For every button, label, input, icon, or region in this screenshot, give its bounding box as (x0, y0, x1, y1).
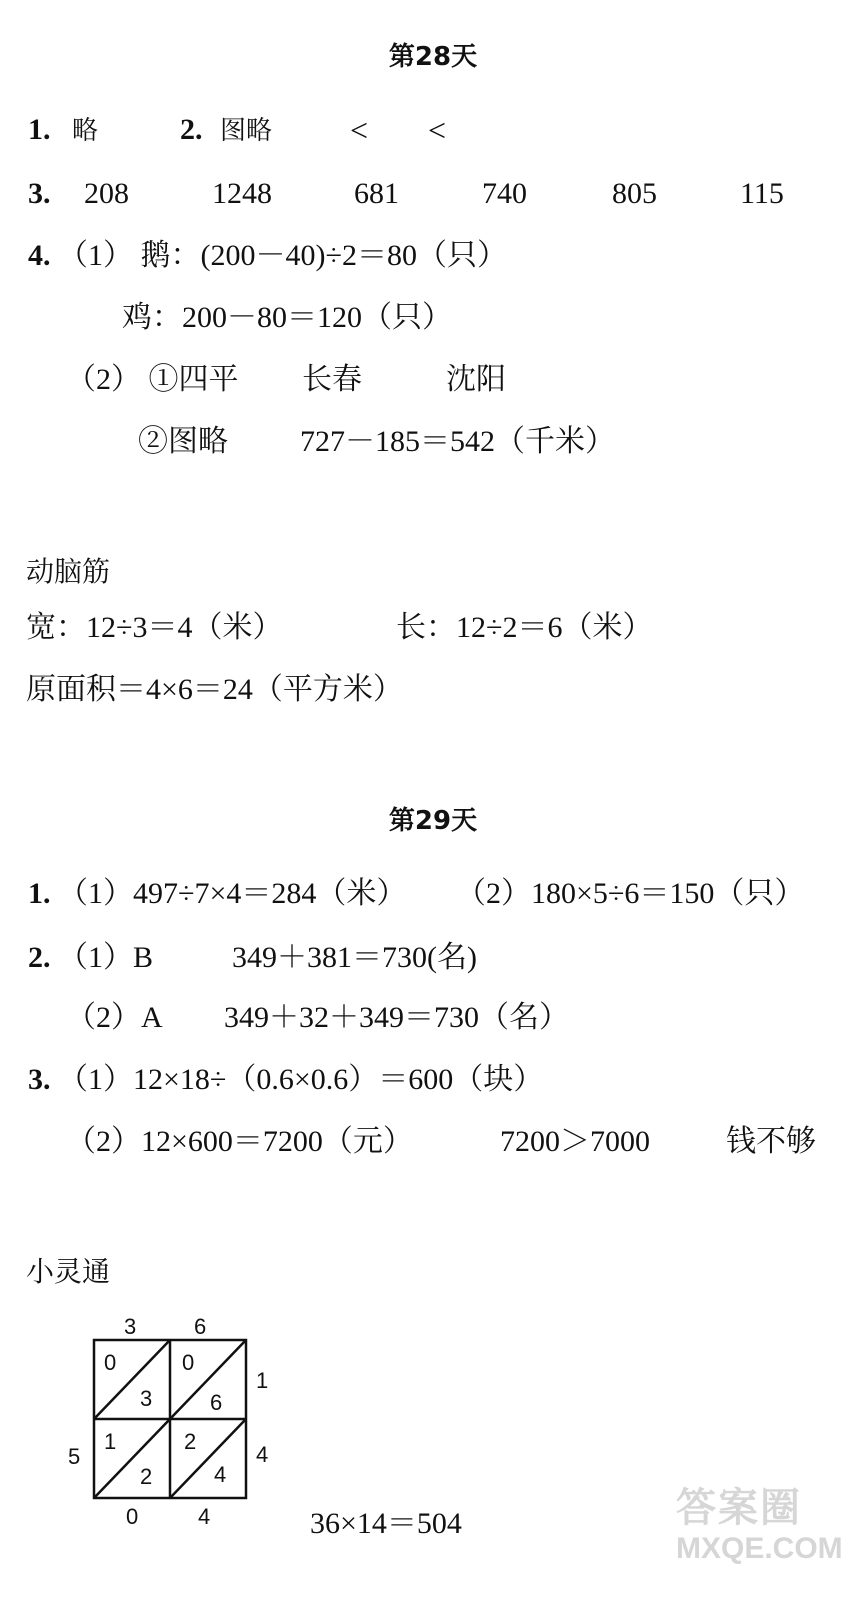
q2-number: 2. (180, 113, 203, 146)
q4-part1-chicken: 鸡：200－80＝120（只） (122, 301, 452, 334)
lattice-right-digit-2: 4 (256, 1442, 269, 1467)
d29-q2-part2-label: （2）A (66, 1001, 163, 1034)
q4-part1-label: （1） (58, 239, 133, 272)
lattice-bottom-digit-1: 0 (126, 1504, 139, 1529)
q4-part2-city3: 沈阳 (446, 363, 506, 396)
q2-compare-2: < (428, 112, 447, 148)
lattice-top-digit-1: 3 (124, 1314, 137, 1339)
lattice-left-digit: 5 (68, 1444, 81, 1469)
lattice-top-digit-2: 6 (194, 1314, 207, 1339)
q4-part1-goose: 鹅：(200－40)÷2＝80（只） (140, 239, 507, 272)
day28-q2-row (180, 112, 272, 149)
day29-q2-row1 (28, 940, 153, 976)
d29-q1-part2: （2）180×5÷6＝150（只） (456, 877, 805, 910)
d29-q2-part2-eq: 349＋32＋349＝730（名） (224, 1001, 569, 1034)
q2-compare-1: < (350, 112, 369, 148)
q4-part2-label: （2） (66, 363, 141, 396)
day28-q4-row3 (66, 362, 239, 398)
day28-q1-row (28, 112, 98, 149)
lattice-cell-4-lower: 4 (214, 1462, 227, 1487)
q1-number: 1. (28, 113, 51, 146)
lattice-cell-1-upper: 0 (104, 1350, 117, 1375)
day28-q4-row1 (28, 238, 507, 274)
q3-value-3: 681 (354, 177, 399, 210)
clever-result: 36×14＝504 (310, 1507, 462, 1540)
brain-area: 原面积＝4×6＝24（平方米） (26, 673, 403, 706)
lattice-cell-3-lower: 2 (140, 1464, 153, 1489)
q4-part2-city1: ①四平 (148, 363, 239, 396)
q4-number: 4. (28, 239, 51, 272)
d29-q2-number: 2. (28, 941, 51, 974)
q3-value-1: 208 (84, 177, 129, 210)
day29-q1-row (28, 876, 406, 912)
q4-part2-sub2: ②图略 (138, 425, 228, 458)
q3-value-2: 1248 (212, 177, 272, 210)
q4-part2-city2: 长春 (302, 363, 362, 396)
lattice-cell-3-upper: 1 (104, 1429, 117, 1454)
q1-answer: 略 (72, 116, 99, 146)
q4-part2-equation: 727－185＝542（千米） (300, 425, 615, 458)
lattice-cell-2-lower: 6 (210, 1390, 223, 1415)
q3-value-5: 805 (612, 177, 657, 210)
lattice-cell-2-upper: 0 (182, 1350, 195, 1375)
day28-title: 第28天 (388, 42, 478, 72)
q3-value-4: 740 (482, 177, 527, 210)
d29-q3-part1: （1）12×18÷（0.6×0.6）＝600（块） (58, 1063, 544, 1096)
d29-q2-part1-label: （1）B (58, 941, 154, 974)
brain-length: 长：12÷2＝6（米） (396, 611, 653, 644)
brain-width: 宽：12÷3＝4（米） (26, 611, 283, 644)
lattice-cell-1-lower: 3 (140, 1386, 153, 1411)
lattice-right-digit-1: 1 (256, 1368, 269, 1393)
lattice-diagonal-4 (170, 1419, 246, 1498)
d29-q1-number: 1. (28, 877, 51, 910)
d29-q1-part1: （1）497÷7×4＝284（米） (58, 877, 407, 910)
watermark-logo: 答案圈 (676, 1486, 802, 1530)
d29-q3-part2-eq: （2）12×600＝7200（元） (66, 1125, 413, 1158)
day29-q3-row1 (28, 1062, 543, 1098)
brain-heading: 动脑筋 (26, 555, 111, 588)
day29-title: 第29天 (388, 806, 478, 836)
d29-q3-part2-compare: 7200＞7000 (500, 1125, 650, 1158)
q3-value-6: 115 (740, 177, 784, 210)
clever-heading: 小灵通 (26, 1255, 111, 1288)
lattice-grid (60, 1306, 280, 1536)
day28-q3-number: 3. (28, 177, 51, 210)
d29-q2-part1-eq: 349＋381＝730(名) (232, 941, 477, 974)
d29-q3-number: 3. (28, 1063, 51, 1096)
q2-answer: 图略 (220, 116, 273, 146)
lattice-bottom-digit-2: 4 (198, 1504, 211, 1529)
lattice-cell-4-upper: 2 (184, 1429, 197, 1454)
watermark-url: MXQE.COM (676, 1532, 843, 1565)
d29-q3-part2-conclusion: 钱不够 (726, 1125, 816, 1158)
